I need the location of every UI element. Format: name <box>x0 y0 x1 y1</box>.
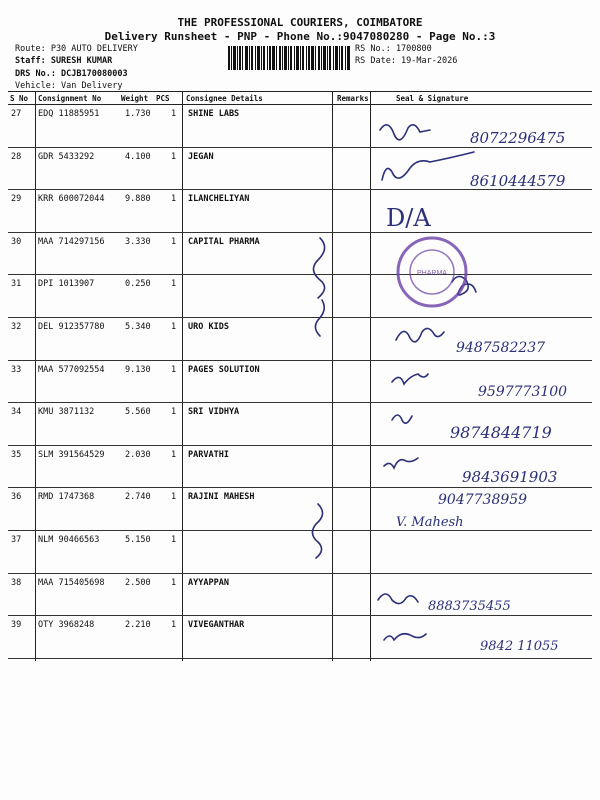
weight-cell: 1.730 <box>125 109 151 119</box>
signature-27 <box>380 125 430 140</box>
sno-cell: 37 <box>11 535 22 545</box>
sno-cell: 30 <box>11 236 22 247</box>
row-divider <box>8 487 592 488</box>
weight-cell: 2.740 <box>125 492 151 503</box>
signature-39 <box>384 634 426 640</box>
barcode-icon <box>228 46 350 70</box>
row-divider <box>8 189 592 190</box>
row-divider <box>8 402 592 403</box>
weight-cell: 2.030 <box>125 449 151 460</box>
hw-phone-33: 9597773100 <box>478 384 568 400</box>
hw-phone-27: 8072296475 <box>470 129 566 147</box>
hw-da-29: D/A <box>386 204 431 232</box>
consignment-cell: KRR 600072044 <box>38 194 105 205</box>
consignment-cell: OTY 3968248 <box>38 620 95 631</box>
pcs-cell: 1 <box>171 577 177 588</box>
sno-cell: 35 <box>11 449 22 460</box>
rs-number: RS No.: 1700800 <box>355 44 432 54</box>
consignee-cell: URO KIDS <box>188 322 229 332</box>
weight-cell: 3.330 <box>125 236 151 247</box>
consignee-cell: AYYAPPAN <box>188 577 229 588</box>
weight-cell: 2.210 <box>125 620 151 631</box>
consignment-cell: DEL 912357780 <box>38 322 105 332</box>
consignment-cell: NLM 90466563 <box>38 535 100 545</box>
col-divider <box>35 91 36 661</box>
header-consignee: Consignee Details <box>186 94 263 103</box>
weight-cell: 5.560 <box>125 407 151 418</box>
weight-cell: 0.250 <box>125 279 151 290</box>
hw-phone-38: 8883735455 <box>428 599 511 614</box>
consignment-cell: SLM 391564529 <box>38 449 105 460</box>
row-divider <box>8 232 592 233</box>
sno-cell: 28 <box>11 151 22 162</box>
vehicle-label: Vehicle: Van Delivery <box>15 81 123 91</box>
weight-cell: 4.100 <box>125 151 151 162</box>
consignment-cell: DPI 1013907 <box>38 279 95 290</box>
hw-name-36: V. Mahesh <box>396 515 464 530</box>
row-divider <box>8 445 592 446</box>
company-title: THE PROFESSIONAL COURIERS, COIMBATORE <box>177 16 423 29</box>
sno-cell: 36 <box>11 492 22 503</box>
consignment-cell: MAA 715405698 <box>38 577 105 588</box>
signature-28 <box>382 152 474 180</box>
row-divider <box>8 317 592 318</box>
runsheet-subtitle: Delivery Runsheet - PNP - Phone No.:9047080280 - Page No.:3 <box>104 30 496 43</box>
pcs-cell: 1 <box>171 535 177 545</box>
hw-phone-32: 9487582237 <box>456 340 546 356</box>
sno-cell: 32 <box>11 322 22 332</box>
row-divider <box>8 530 592 531</box>
header-consignment: Consignment No <box>38 94 102 103</box>
consignee-cell: ILANCHELIYAN <box>188 194 250 205</box>
signature-32 <box>396 328 444 341</box>
sno-cell: 39 <box>11 620 22 631</box>
header-remarks: Remarks <box>337 94 369 103</box>
rs-date: RS Date: 19-Mar-2026 <box>355 56 458 66</box>
header-pcs: PCS <box>156 94 170 103</box>
pcs-cell: 1 <box>171 236 177 247</box>
table-top-border <box>8 91 592 92</box>
svg-text:PHARMA: PHARMA <box>417 270 447 277</box>
pcs-cell: 1 <box>171 364 177 375</box>
route-label: Route: P30 AUTO DELIVERY <box>15 44 138 54</box>
row-divider <box>8 615 592 616</box>
staff-label: Staff: SURESH KUMAR <box>15 56 113 66</box>
hw-phone-35: 9843691903 <box>462 468 558 486</box>
consignment-cell: MAA 577092554 <box>38 364 105 375</box>
header-sno: S No <box>10 94 29 103</box>
hw-phone-39: 9842 11055 <box>480 639 559 654</box>
header-seal: Seal & Signature <box>396 94 469 103</box>
pcs-cell: 1 <box>171 449 177 460</box>
signature-35 <box>384 458 418 468</box>
sno-cell: 31 <box>11 279 22 290</box>
col-divider <box>182 91 183 661</box>
signature-34 <box>392 415 412 423</box>
remarks-mark-36 <box>312 504 322 558</box>
pcs-cell: 1 <box>171 151 177 162</box>
consignee-cell: SRI VIDHYA <box>188 407 240 418</box>
weight-cell: 9.130 <box>125 364 151 375</box>
consignee-cell: CAPITAL PHARMA <box>188 236 260 247</box>
remarks-mark-31 <box>315 300 324 336</box>
pcs-cell: 1 <box>171 492 177 503</box>
consignee-cell: JEGAN <box>188 151 214 162</box>
consignee-cell: RAJINI MAHESH <box>188 492 255 503</box>
col-divider <box>332 91 333 661</box>
pcs-cell: 1 <box>171 407 177 418</box>
row-divider <box>8 573 592 574</box>
sno-cell: 34 <box>11 407 22 418</box>
col-divider <box>370 91 371 661</box>
row-divider <box>8 360 592 361</box>
signature-38 <box>378 594 418 604</box>
sno-cell: 27 <box>11 109 22 119</box>
sno-cell: 33 <box>11 364 22 375</box>
drs-number: DRS No.: DCJB170080003 <box>15 69 128 79</box>
consignee-cell: PAGES SOLUTION <box>188 364 260 375</box>
remarks-mark-30 <box>313 238 324 298</box>
header-weight: Weight <box>121 94 149 103</box>
consignee-cell: SHINE LABS <box>188 109 240 119</box>
consignee-cell: VIVEGANTHAR <box>188 620 245 631</box>
signature-31 <box>452 276 476 295</box>
pcs-cell: 1 <box>171 194 177 205</box>
sno-cell: 29 <box>11 194 22 205</box>
pcs-cell: 1 <box>171 620 177 631</box>
hw-phone-28: 8610444579 <box>470 172 566 190</box>
weight-cell: 5.150 <box>125 535 151 545</box>
weight-cell: 2.500 <box>125 577 151 588</box>
consignment-cell: RMD 1747368 <box>38 492 95 503</box>
row-divider <box>8 658 592 659</box>
row-divider <box>8 274 592 275</box>
sno-cell: 38 <box>11 577 22 588</box>
consignee-cell: PARVATHI <box>188 449 229 460</box>
consignment-cell: MAA 714297156 <box>38 236 105 247</box>
weight-cell: 9.880 <box>125 194 151 205</box>
row-divider <box>8 147 592 148</box>
hw-phone-34: 9874844719 <box>450 423 552 442</box>
table-header-border <box>8 104 592 105</box>
signature-33 <box>392 374 428 384</box>
pcs-cell: 1 <box>171 322 177 332</box>
consignment-cell: KMU 3871132 <box>38 407 95 418</box>
weight-cell: 5.340 <box>125 322 151 332</box>
hw-phone-36: 9047738959 <box>438 492 528 508</box>
pcs-cell: 1 <box>171 109 177 119</box>
consignment-cell: GDR 5433292 <box>38 151 95 162</box>
company-stamp <box>398 238 466 306</box>
consignment-cell: EDQ 11885951 <box>38 109 100 119</box>
pcs-cell: 1 <box>171 279 177 290</box>
